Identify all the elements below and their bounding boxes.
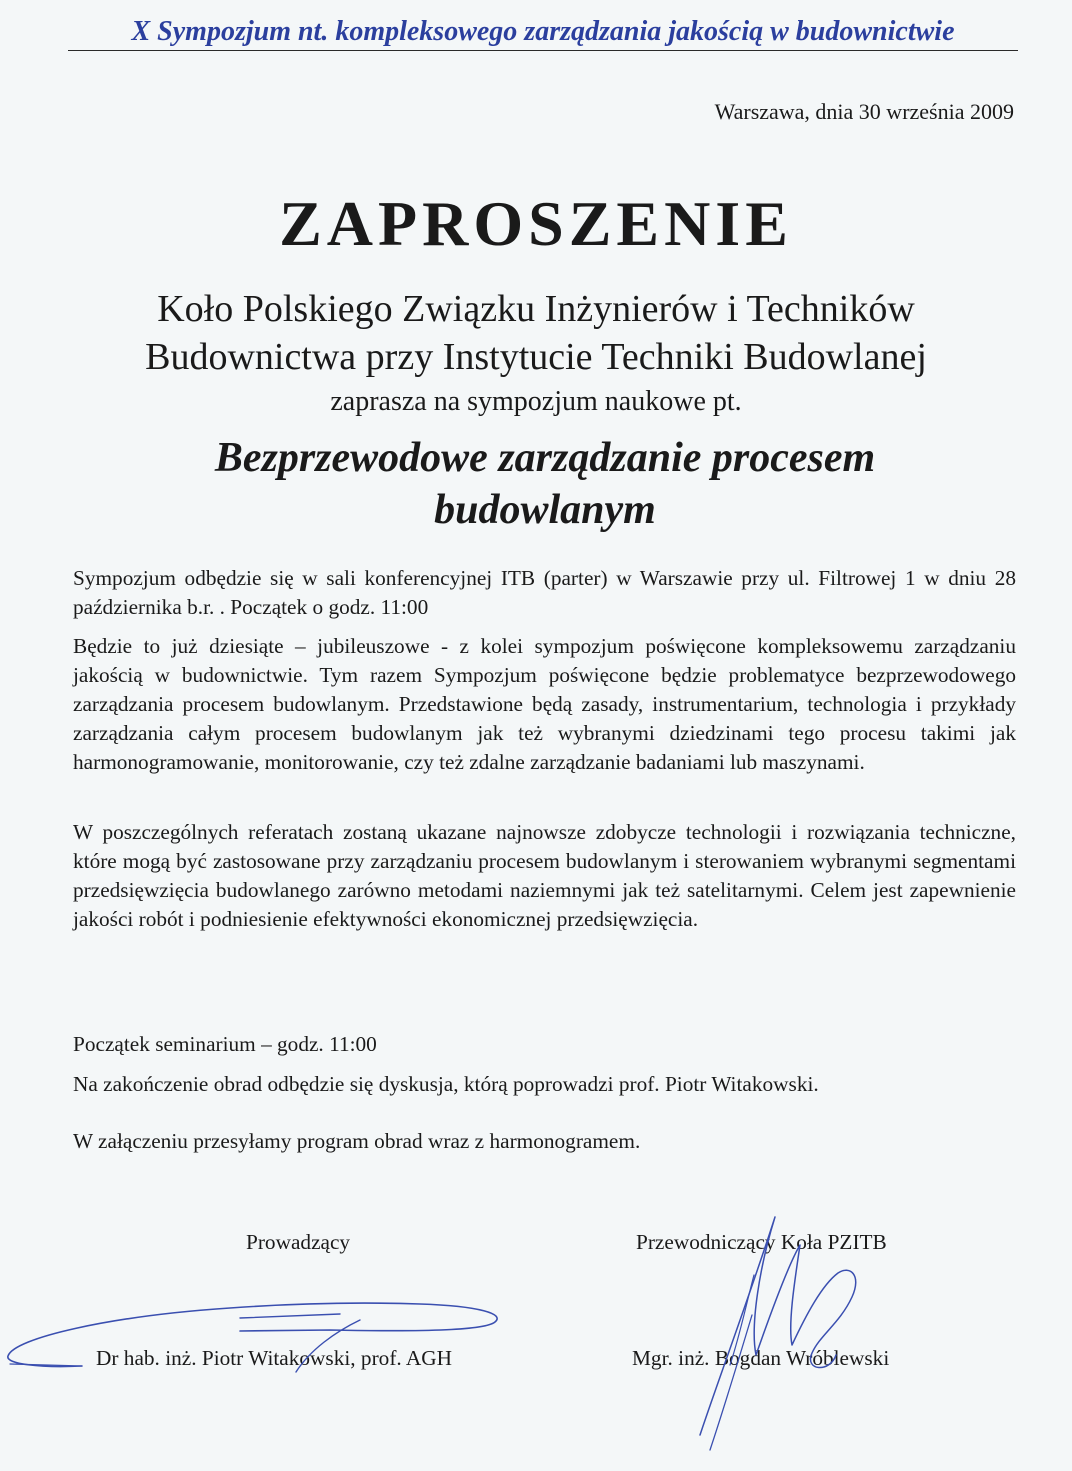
left-signatory-role: Prowadzący [246,1230,351,1254]
organizer-line-2: Budownictwa przy Instytucie Techniki Budowlanej [145,336,927,378]
invite-line: zaprasza na sympozjum naukowe pt. [330,386,742,417]
date-location: Warszawa, dnia 30 września 2009 [714,99,1014,124]
document-title: ZAPROSZENIE [279,188,793,259]
start-time-note: Początek seminarium – godz. 11:00 [73,1032,377,1056]
topic-line-1: Bezprzewodowe zarządzanie procesem [214,435,876,481]
symposium-header: X Sympozjum nt. kompleksowego zarządzania jakością w budownictwie [131,16,955,47]
organizer-line-1: Koło Polskiego Związku Inżynierów i Techników [157,288,915,330]
topic-line-2: budowlanym [434,487,656,533]
right-signatory-role: Przewodniczący Koła PZITB [636,1230,887,1254]
symposium-topic [0,432,1072,536]
attachment-note: W załączeniu przesyłamy program obrad wraz z harmonogramem. [73,1129,641,1153]
paragraph-venue: Sympozjum odbędzie się w sali konferencyjnej ITB (parter) w Warszawie przy ul. Filtrowej 1 w dniu 28 października b.r. . Początek o godz. 11:00 [73,566,1016,619]
paragraph-description: Będzie to już dziesiąte – jubileuszowe - z kolei sympozjum poświęcone kompleksowemu zarządzaniu jakością w budownictwie. Tym razem Sympozjum poświęcone będzie problematyce bezprzewodowego zarządzania procesem budowlanym. Przedstawione będą zasady, instrumentarium, technologia i przykłady zarządzania całym procesem budowlanym jak też wybranymi dziedzinami tego procesu takimi jak harmonogramowanie, monitorowanie, czy też zdalne zarządzanie badaniami lub maszynami. [73,634,1016,774]
paragraph-goals: W poszczególnych referatach zostaną ukazane najnowsze zdobycze technologii i rozwiązania techniczne, które mogą być zastosowane przy zarządzaniu procesem budowlanym i sterowaniem wybranymi segmentami przedsięwzięcia budowlanego zarówno metodami naziemnymi jak też satelitarnymi. Celem jest zapewnienie jakości robót i podniesienie efektywności ekonomicznej przedsięwzięcia. [73,820,1016,931]
header-divider [68,50,1018,51]
left-signatory-name: Dr hab. inż. Piotr Witakowski, prof. AGH [96,1346,453,1370]
discussion-note: Na zakończenie obrad odbędzie się dyskusja, którą poprowadzi prof. Piotr Witakowski. [73,1072,819,1096]
right-signatory-name: Mgr. inż. Bogdan Wróblewski [632,1346,890,1370]
